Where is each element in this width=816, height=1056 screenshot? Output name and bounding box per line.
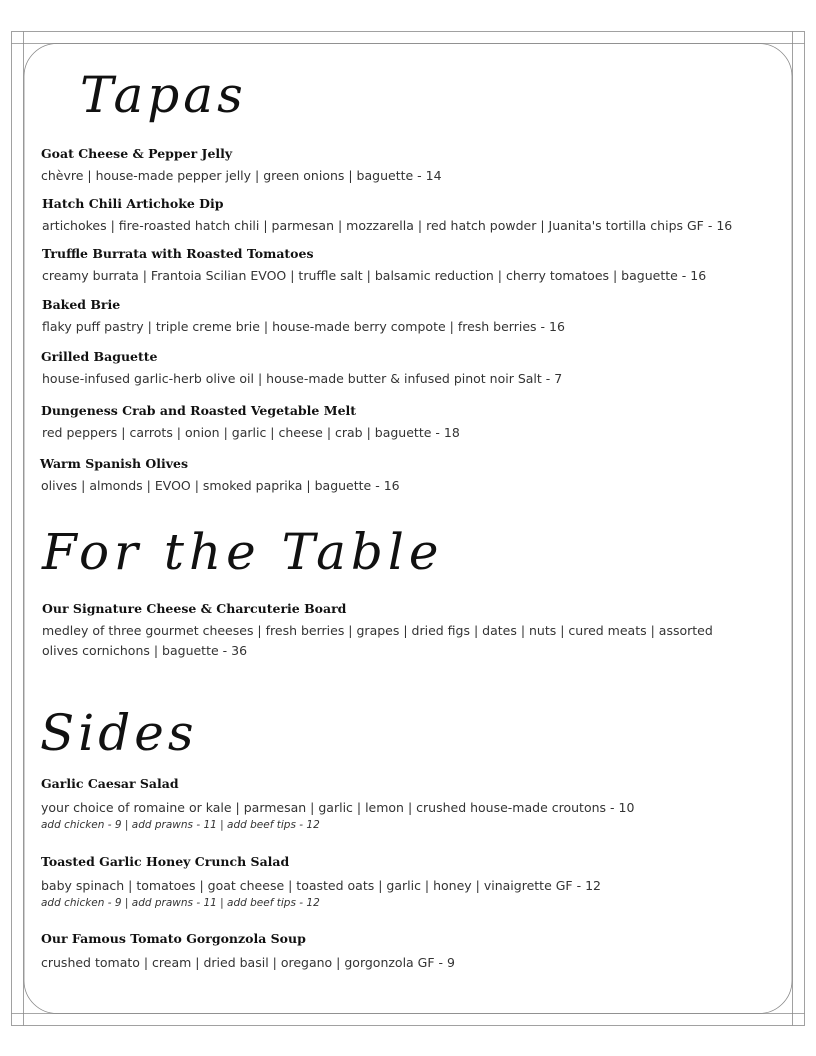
menu-item-goat-cheese <box>41 146 781 186</box>
menu-item-name: Dungeness Crab and Roasted Vegetable Melt <box>41 403 357 418</box>
menu-item-description: your choice of romaine or kale | parmesan | garlic | lemon | crushed house-made croutons - 10 <box>41 800 635 815</box>
menu-item-grilled-baguette <box>41 349 781 389</box>
menu-item-name: Our Signature Cheese & Charcuterie Board <box>42 601 347 616</box>
menu-item-charcuterie-board <box>42 601 732 661</box>
menu-item-honey-crunch-salad <box>41 854 781 910</box>
menu-item-description: crushed tomato | cream | dried basil | oregano | gorgonzola GF - 9 <box>41 955 455 970</box>
menu-item-burrata <box>42 246 782 286</box>
menu-item-name: Grilled Baguette <box>41 349 158 364</box>
menu-item-addons: add chicken - 9 | add prawns - 11 | add beef tips - 12 <box>41 897 320 909</box>
menu-item-name: Garlic Caesar Salad <box>41 776 179 791</box>
menu-item-description: chèvre | house-made pepper jelly | green onions | baguette - 14 <box>41 168 442 183</box>
menu-item-artichoke-dip <box>42 196 782 236</box>
menu-item-caesar-salad <box>41 776 781 832</box>
menu-item-baked-brie <box>42 297 782 337</box>
menu-item-name: Baked Brie <box>42 297 121 312</box>
menu-item-name: Hatch Chili Artichoke Dip <box>42 196 224 211</box>
section-title-tapas: Tapas <box>80 66 247 124</box>
section-title-sides: Sides <box>40 704 198 762</box>
section-title-for-the-table: For the Table <box>42 523 444 581</box>
menu-item-description: baby spinach | tomatoes | goat cheese | toasted oats | garlic | honey | vinaigrette GF - 12 <box>41 878 601 893</box>
menu-item-description: creamy burrata | Frantoia Scilian EVOO | truffle salt | balsamic reduction | cherry tomatoes | baguette - 16 <box>42 268 707 283</box>
menu-item-crab-melt <box>41 403 781 443</box>
menu-item-gorgonzola-soup <box>41 931 781 973</box>
menu-item-description: olives | almonds | EVOO | smoked paprika | baguette - 16 <box>41 478 400 493</box>
menu-item-name: Warm Spanish Olives <box>40 456 189 471</box>
menu-item-addons: add chicken - 9 | add prawns - 11 | add beef tips - 12 <box>41 819 320 831</box>
menu-item-name: Toasted Garlic Honey Crunch Salad <box>41 854 290 869</box>
menu-item-name: Truffle Burrata with Roasted Tomatoes <box>42 246 314 261</box>
menu-item-description: medley of three gourmet cheeses | fresh berries | grapes | dried figs | dates | nuts | cured meats | assorted olives cornichons | baguette - 36 <box>42 623 713 658</box>
menu-item-description: artichokes | fire-roasted hatch chili | parmesan | mozzarella | red hatch powder | Juanita's tortilla chips GF - 16 <box>42 218 733 233</box>
menu-item-spanish-olives <box>40 456 780 496</box>
menu-item-description: red peppers | carrots | onion | garlic | cheese | crab | baguette - 18 <box>42 425 460 440</box>
menu-item-description: flaky puff pastry | triple creme brie | house-made berry compote | fresh berries - 16 <box>42 319 565 334</box>
menu-item-name: Our Famous Tomato Gorgonzola Soup <box>41 931 306 946</box>
menu-item-name: Goat Cheese & Pepper Jelly <box>41 146 233 161</box>
menu-item-description: house-infused garlic-herb olive oil | house-made butter & infused pinot noir Salt - 7 <box>42 371 563 386</box>
